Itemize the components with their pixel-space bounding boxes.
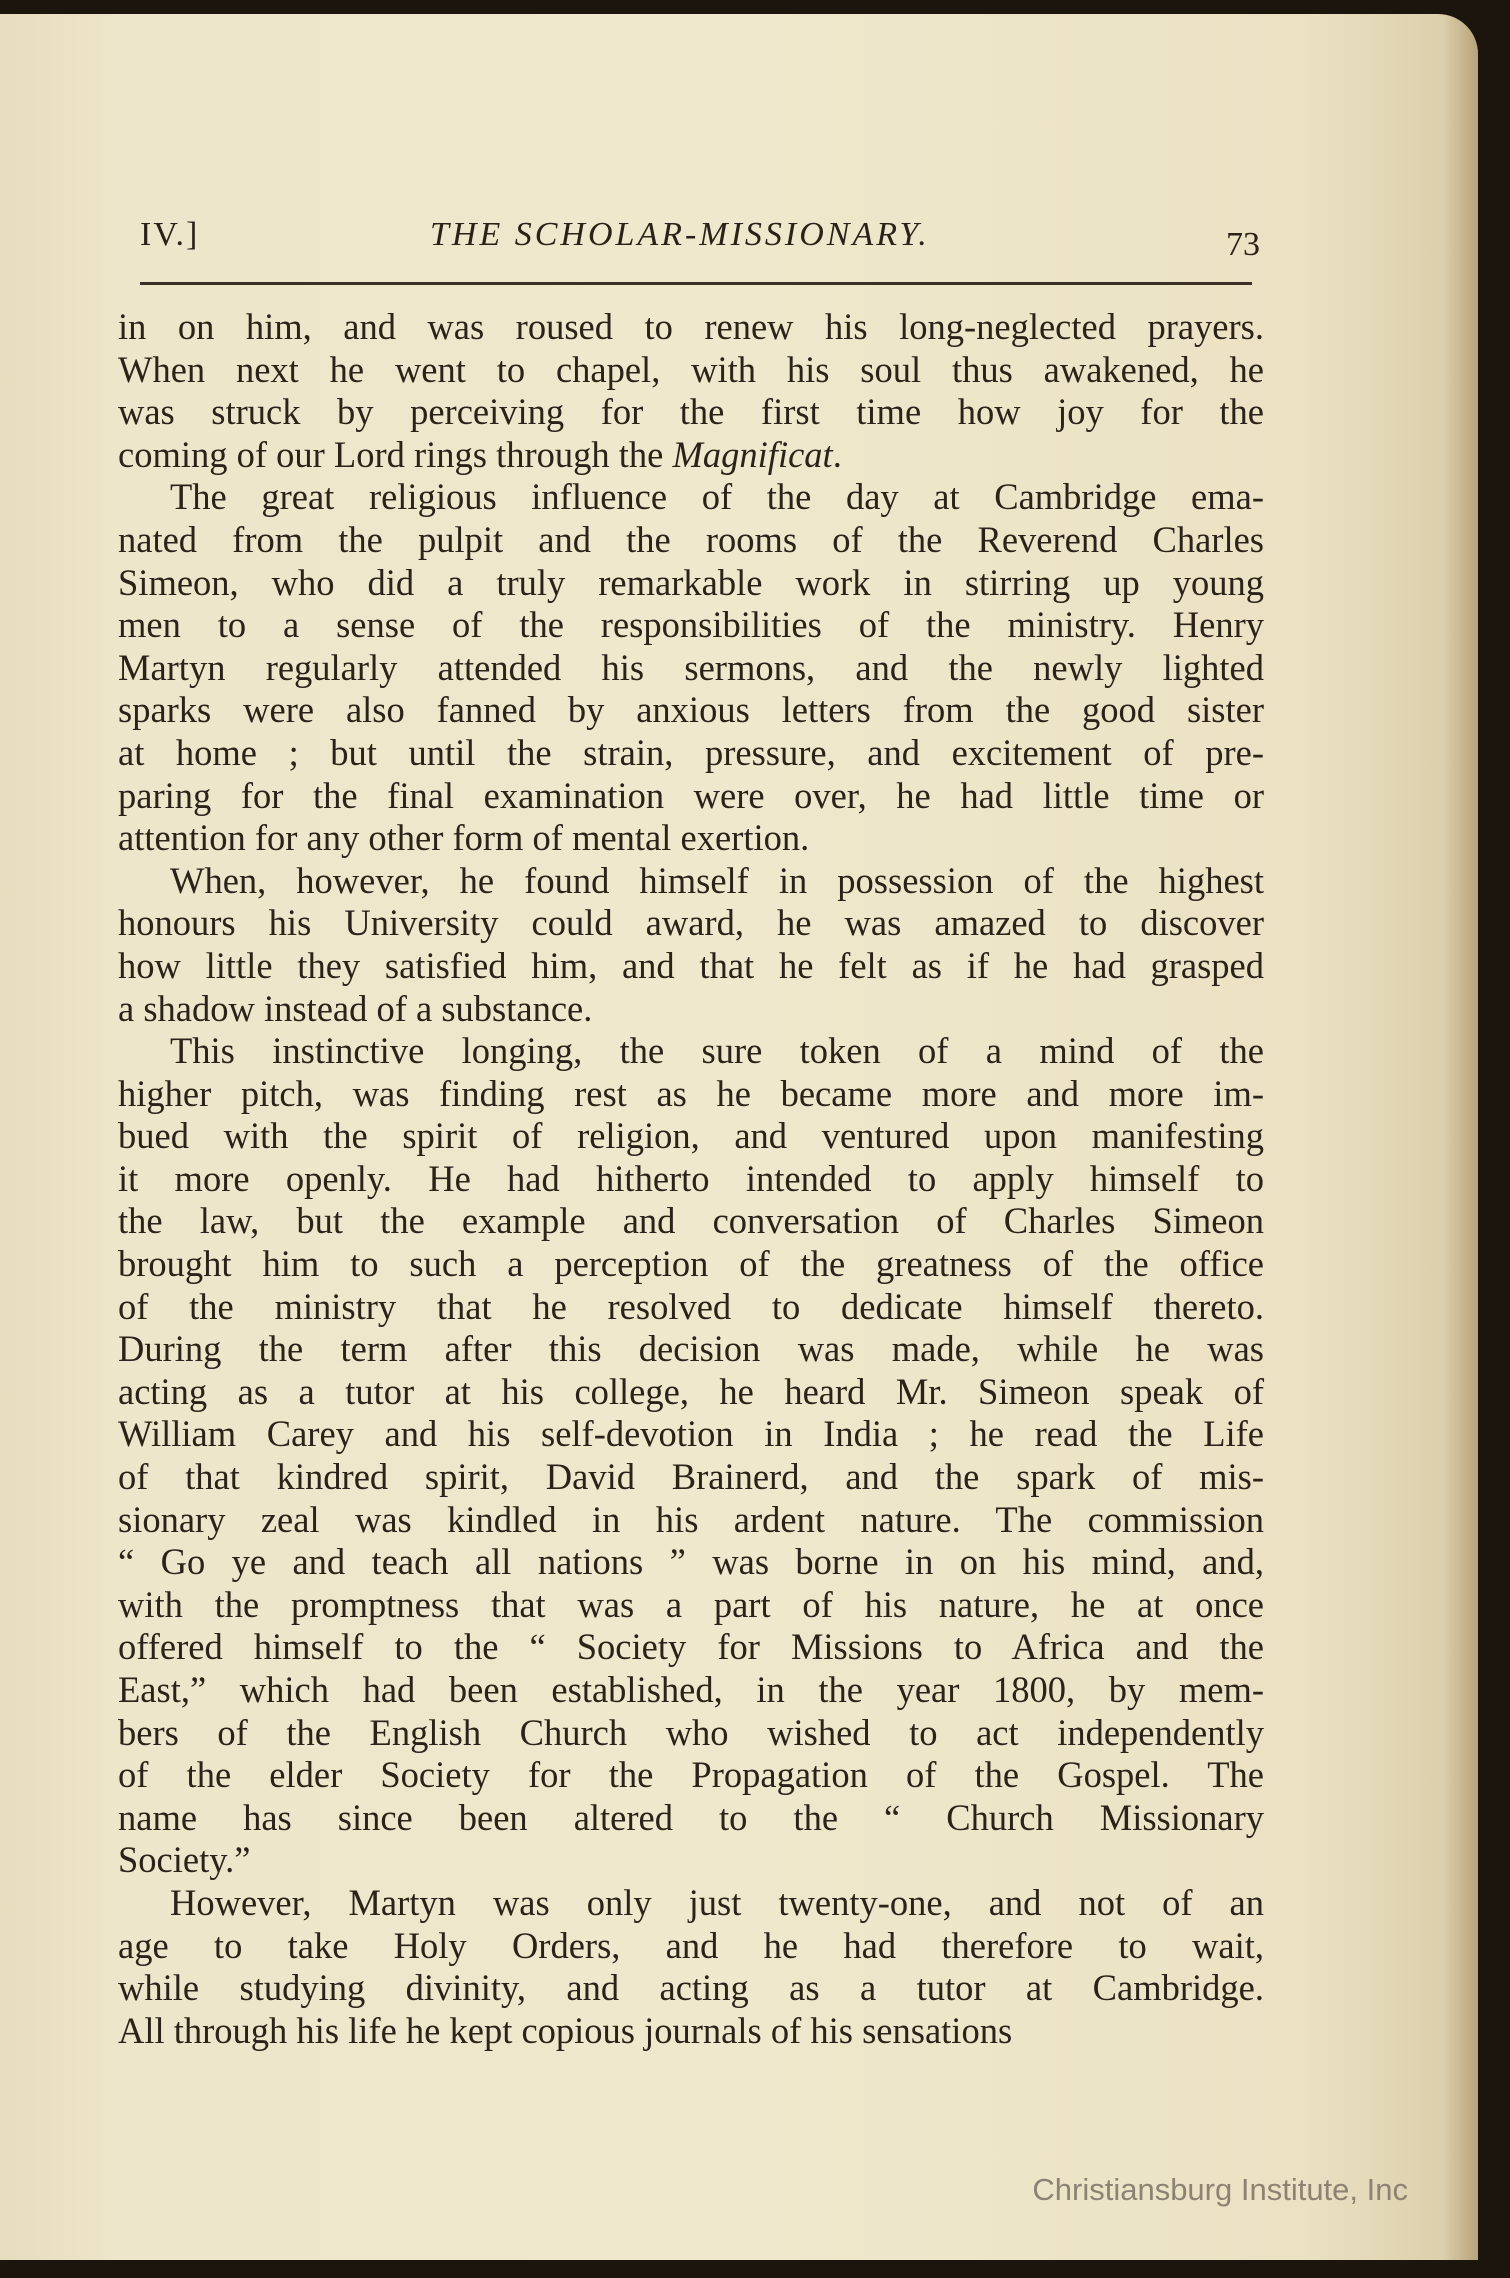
text-line: higher pitch, was finding rest as he became more and more im- [118,1072,1264,1114]
text-line: “ Go ye and teach all nations ” was borne in on his mind, and, [118,1541,1264,1583]
text-line: age to take Holy Orders, and he had therefore to wait, [118,1924,1264,1966]
text-line: All through his life he kept copious journals of his sensations [118,2009,1013,2051]
text-line: paring for the final examination were over, he had little time or [118,774,1264,816]
text-line: bers of the English Church who wished to act independently [118,1711,1264,1753]
text-line: name has since been altered to the “ Church Missionary [118,1796,1264,1838]
text-line: During the term after this decision was made, while he was [118,1328,1264,1370]
running-title: THE SCHOLAR-MISSIONARY. [430,216,930,253]
paragraph [118,860,1264,1030]
text-line: the law, but the example and conversation of Charles Simeon [118,1200,1264,1242]
text-line: sionary zeal was kindled in his ardent nature. The commission [118,1498,1264,1540]
text-line: William Carey and his self-devotion in India ; he read the Life [118,1413,1264,1455]
text-line: nated from the pulpit and the rooms of the Reverend Charles [118,518,1264,560]
paragraph [118,1882,1264,2052]
text-line: However, Martyn was only just twenty-one, and not of an [170,1881,1264,1923]
text-line: This instinctive longing, the sure token of a mind of the [170,1030,1264,1072]
text-line: East,” which had been established, in the year 1800, by mem- [118,1669,1264,1710]
text-line: The great religious influence of the day at Cambridge ema- [170,476,1264,518]
text-line: in on him, and was roused to renew his long-neglected prayers. [118,306,1264,347]
text-line: acting as a tutor at his college, he heard Mr. Simeon speak of [118,1370,1264,1412]
text-line: Society.” [118,1839,251,1881]
running-header [140,204,1260,264]
paragraph [118,306,1264,476]
text-line: men to a sense of the responsibilities of the ministry. Henry [118,604,1264,646]
watermark: Christiansburg Institute, Inc [1032,2172,1408,2207]
text-line: how little they satisfied him, and that he felt as if he had grasped [118,944,1264,986]
chapter-marker: IV.] [140,216,200,253]
text-line: of that kindred spirit, David Brainerd, and the spark of mis- [118,1456,1264,1498]
text-line: bued with the spirit of religion, and ventured upon manifesting [118,1115,1264,1157]
text-line: it more openly. He had hitherto intended to apply himself to [118,1157,1264,1199]
text-line: of the ministry that he resolved to dedicate himself thereto. [118,1285,1264,1327]
text-line: a shadow instead of a substance. [118,987,593,1029]
paragraph [118,476,1264,859]
text-line: offered himself to the “ Society for Missions to Africa and the [118,1626,1264,1668]
text-line: When next he went to chapel, with his soul thus awakened, he [118,348,1264,390]
book-page [0,14,1478,2260]
text-line: with the promptness that was a part of his nature, he at once [118,1583,1264,1625]
text-line: was struck by perceiving for the first time how joy for the [118,391,1264,433]
body-text [118,306,1264,2052]
text-line: Simeon, who did a truly remarkable work in stirring up young [118,561,1264,603]
text-line: coming of our Lord rings through the Magnificat. [118,433,842,475]
page-number: 73 [1226,226,1260,263]
text-line: Martyn regularly attended his sermons, and the newly lighted [118,646,1264,688]
text-line: attention for any other form of mental exertion. [118,817,810,859]
header-rule [140,282,1252,285]
text-line: at home ; but until the strain, pressure, and excitement of pre- [118,731,1264,773]
text-line: of the elder Society for the Propagation of the Gospel. The [118,1754,1264,1796]
text-line: brought him to such a perception of the greatness of the office [118,1243,1264,1285]
text-line: sparks were also fanned by anxious letters from the good sister [118,689,1264,731]
text-line: When, however, he found himself in possession of the highest [170,859,1264,901]
text-line: honours his University could award, he was amazed to discover [118,902,1264,944]
text-line: while studying divinity, and acting as a tutor at Cambridge. [118,1967,1264,2009]
paragraph [118,1030,1264,1882]
